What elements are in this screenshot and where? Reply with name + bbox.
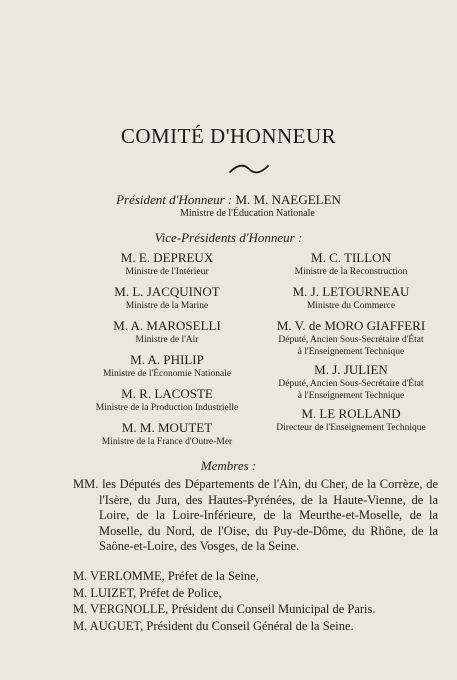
vice-president-name: M. J. LETOURNEAU	[292, 284, 410, 299]
members-lead: MM.	[73, 477, 99, 491]
president-label: Président d'Honneur :	[116, 192, 233, 207]
vice-president-role: Ministre de l'Économie Nationale	[102, 369, 232, 379]
vice-president-entry	[62, 420, 272, 454]
vice-president-name: M. A. PHILIP	[130, 352, 204, 367]
vice-president-name: M. V. de MORO GIAFFERI	[276, 318, 426, 333]
vice-presidents-right-column	[246, 250, 456, 440]
vice-president-name: M. LE ROLLAND	[301, 406, 401, 421]
vice-president-name: M. A. MAROSELLI	[113, 318, 221, 333]
page-title: COMITÉ D'HONNEUR	[120, 124, 337, 148]
official-line: M. VERGNOLLE, Président du Conseil Municipal de Paris.	[73, 602, 376, 616]
vice-president-name: M. C. TILLON	[311, 250, 391, 265]
vice-president-role: Ministre de l'Intérieur	[125, 267, 209, 277]
vice-president-entry	[62, 318, 272, 352]
vice-president-name: M. E. DEPREUX	[120, 250, 214, 265]
vice-president-role: Ministre de la France d'Outre-Mer	[101, 437, 233, 447]
vice-president-role: Ministre de la Reconstruction	[294, 267, 408, 277]
vice-president-role: Ministre du Commerce	[306, 301, 396, 311]
vice-president-role: Directeur de l'Enseignement Technique	[276, 423, 426, 433]
vice-president-entry	[246, 362, 456, 406]
vice-president-entry	[246, 250, 456, 284]
vice-president-entry	[246, 406, 456, 440]
vice-president-entry	[62, 386, 272, 420]
members-text: les Députés des Départements de l'Ain, du Cher, de la Corrèze, de l'Isère, du Jura, des Hautes-Pyrénées, de la Haute-Vienne, de la Loire, de la Loire-Inférieure, de la Meurthe-et-Moselle, de la Moselle, du Nord, de l'Oise, du Puy-de-Dôme, du Rhône, de la Saône-et-Loire, des Vosges, de la Seine.	[99, 477, 438, 553]
president-name: M. M. NAEGELEN	[235, 192, 341, 207]
vice-president-role-continued: à l'Enseignement Technique	[297, 391, 405, 401]
vice-president-role: Ministre de la Production Industrielle	[95, 403, 239, 413]
vice-president-entry	[246, 284, 456, 318]
vice-president-role: Député, Ancien Sous-Secrétaire d'État	[278, 335, 424, 345]
vice-president-role: Ministre de l'Air	[135, 335, 199, 345]
vice-president-entry	[62, 250, 272, 284]
vice-president-name: M. R. LACOSTE	[121, 386, 213, 401]
members-paragraph	[73, 477, 438, 555]
official-line: M. VERLOMME, Préfet de la Seine,	[73, 569, 259, 583]
vice-president-role-continued: à l'Enseignement Technique	[297, 347, 405, 357]
official-line: M. LUIZET, Préfet de Police,	[73, 585, 222, 600]
vice-president-entry	[62, 352, 272, 386]
vice-president-role: Député, Ancien Sous-Secrétaire d'État	[278, 379, 424, 389]
president-line	[0, 192, 457, 208]
vice-president-name: M. L. JACQUINOT	[114, 284, 220, 299]
vice-president-entry	[62, 284, 272, 318]
vice-president-role: Ministre de la Marine	[125, 301, 209, 311]
officials-list	[73, 568, 443, 634]
vice-president-entry	[246, 318, 456, 362]
vice-president-name: M. J. JULIEN	[314, 362, 388, 377]
members-heading: Membres :	[200, 458, 257, 473]
president-role: Ministre de l'Éducation Nationale	[180, 208, 315, 219]
official-line: M. AUGUET, Président du Conseil Général de la Seine.	[73, 618, 354, 633]
vice-presidents-heading: Vice-Présidents d'Honneur :	[154, 230, 303, 245]
ornament-swash	[228, 162, 270, 176]
vice-president-name: M. M. MOUTET	[121, 420, 213, 435]
vice-presidents-left-column	[62, 250, 272, 454]
